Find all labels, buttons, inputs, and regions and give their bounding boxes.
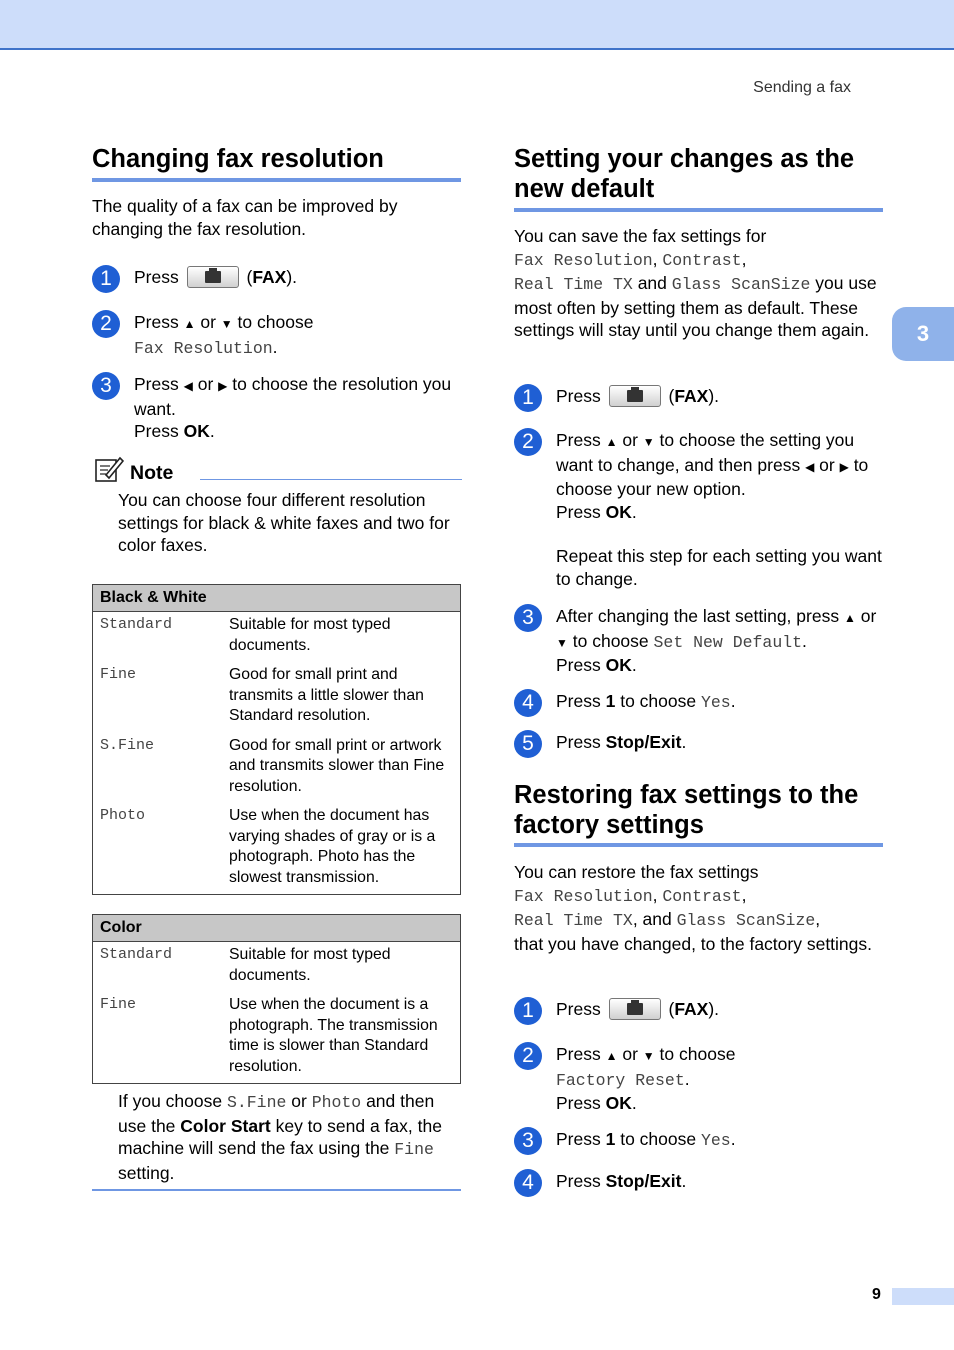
table-row: Fine Use when the document is a photograph. The transmission time is slower than Standard resolution.	[100, 996, 438, 1075]
table-header: Black & White	[93, 585, 461, 612]
note-closing-text: If you choose S.Fine or Photo and then use the Color Start key to send a fax, the machine will send the fax using the Fine setting.	[118, 1091, 442, 1183]
step-number: 3	[514, 1127, 542, 1155]
running-head: Sending a fax	[753, 79, 851, 96]
note-rule	[200, 479, 462, 480]
down-arrow-icon: ▼	[556, 635, 568, 650]
step-number: 5	[514, 730, 542, 758]
step-number: 3	[92, 372, 120, 400]
section-rule	[514, 208, 883, 212]
color-resolution-table	[92, 914, 461, 1084]
table-row: Standard Suitable for most typed documents.	[100, 616, 391, 654]
restore-intro: You can restore the fax settings Fax Resolution, Contrast, Real Time TX, and Glass ScanSize, that you have changed, to the factory settings.	[514, 862, 873, 954]
step-number: 4	[514, 1169, 542, 1197]
menu-option: Fax Resolution	[134, 338, 273, 358]
up-arrow-icon: ▲	[605, 435, 618, 449]
left-arrow-icon: ◀	[183, 379, 193, 393]
step-number: 2	[92, 310, 120, 338]
down-arrow-icon: ▼	[220, 317, 233, 331]
up-arrow-icon: ▲	[843, 611, 856, 625]
step-number: 1	[514, 384, 542, 412]
note-pencil-icon	[94, 455, 124, 483]
table-row: S.Fine Good for small print or artwork and transmits slower than Fine resolution.	[100, 736, 445, 795]
page-number-bar	[892, 1288, 954, 1305]
section-title-resolution: Changing fax resolution	[92, 145, 384, 173]
table-row: Standard Suitable for most typed documents.	[100, 946, 391, 984]
page-number: 9	[872, 1286, 881, 1303]
top-banner	[0, 0, 954, 50]
note-label: Note	[130, 462, 174, 484]
step-number: 3	[514, 604, 542, 632]
bw-resolution-table	[92, 584, 461, 895]
fax-key-icon	[609, 998, 661, 1020]
down-arrow-icon: ▼	[642, 1049, 655, 1063]
menu-option: Set New Default	[653, 632, 803, 652]
step-number: 2	[514, 428, 542, 456]
step-number: 4	[514, 689, 542, 717]
fax-key-icon	[187, 266, 239, 288]
up-arrow-icon: ▲	[605, 1049, 618, 1063]
menu-option: Yes	[700, 1131, 731, 1150]
left-arrow-icon: ◀	[805, 459, 815, 474]
step-number: 2	[514, 1042, 542, 1070]
table-row: Fine Good for small print and transmits a little slower than Standard resolution.	[100, 666, 424, 724]
table-header: Color	[93, 915, 461, 942]
section-rule	[92, 178, 461, 182]
section-title-restore: Restoring fax settings to the factory settings	[514, 781, 859, 839]
step-number: 1	[514, 997, 542, 1025]
note-closing-rule	[92, 1189, 461, 1191]
step-number: 1	[92, 265, 120, 293]
chapter-tab: 3	[892, 307, 954, 361]
right-arrow-icon: ▶	[839, 459, 849, 474]
right-arrow-icon: ▶	[218, 379, 228, 393]
menu-option: Factory Reset	[556, 1070, 685, 1090]
default-intro: You can save the fax settings for Fax Resolution, Contrast, Real Time TX and Glass ScanSize you use most often by setting them as default. These settings will stay until you change them again.	[514, 226, 877, 340]
note-text: You can choose four different resolution settings for black & white faxes and two for color faxes.	[118, 490, 450, 555]
resolution-intro: The quality of a fax can be improved by changing the fax resolution.	[92, 196, 398, 239]
section-rule	[514, 843, 883, 847]
down-arrow-icon: ▼	[642, 435, 655, 449]
table-row: Photo Use when the document has varying shades of gray or is a photograph. Photo has the slowest transmission.	[100, 807, 436, 886]
fax-key-icon	[609, 385, 661, 407]
section-title-default: Setting your changes as the new default	[514, 145, 855, 203]
up-arrow-icon: ▲	[183, 317, 196, 331]
repeat-instruction: Repeat this step for each setting you want to change.	[556, 546, 882, 589]
menu-option: Yes	[700, 693, 731, 712]
